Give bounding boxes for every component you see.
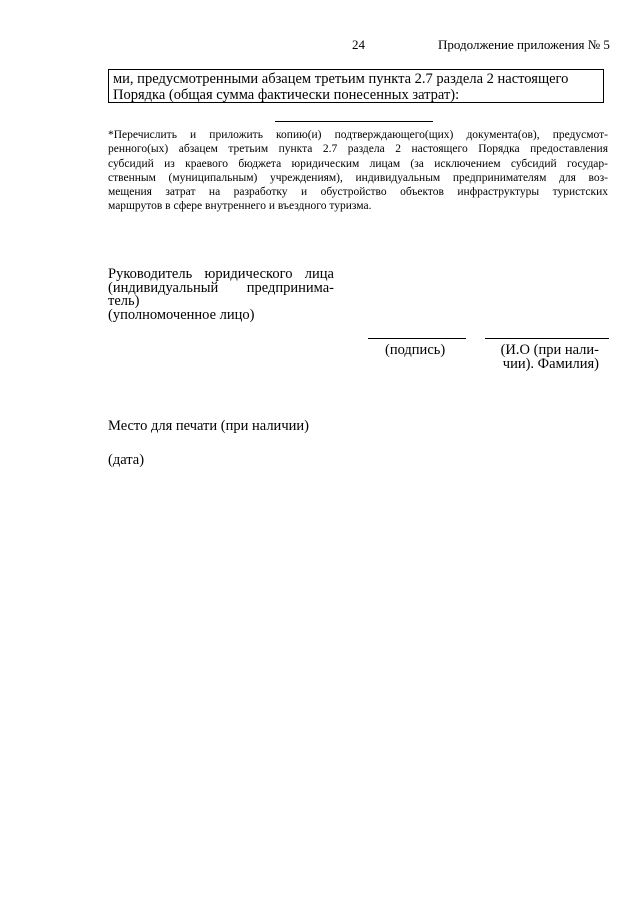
boxed-text-line: ми, предусмотренными абзацем третьим пункта 2.7 раздела 2 настоящего bbox=[113, 71, 569, 87]
footnote-line: субсидий из краевого бюджета юридическим лицам (за исключением субсидий государ- bbox=[108, 157, 608, 170]
appendix-title: Продолжение приложения № 5 bbox=[438, 37, 610, 52]
signer-line: (индивидуальный предпринима- bbox=[108, 279, 334, 296]
footnote-line: *Перечислить и приложить копию(и) подтверждающего(щих) документа(ов), предусмот- bbox=[108, 129, 608, 141]
boxed-text-block bbox=[108, 69, 604, 103]
signature-line bbox=[368, 338, 466, 339]
footnote-line: ренного(ых) абзацем третьим пункта 2.7 раздела 2 настоящего Порядка предоставления bbox=[108, 143, 608, 156]
signer-block bbox=[108, 268, 334, 322]
name-line bbox=[485, 338, 609, 339]
page-number: 24 bbox=[352, 37, 365, 52]
footnote-line: маршрутов в сфере внутреннего и въездного туризма. bbox=[108, 200, 372, 213]
signer-line: тель) bbox=[108, 293, 140, 309]
footnote-separator bbox=[275, 121, 433, 122]
footnote bbox=[108, 128, 608, 214]
footnote-line: мещения затрат на разработку и обустройство объектов инфраструктуры туристских bbox=[108, 186, 608, 199]
name-caption-line: чии). Фамилия) bbox=[502, 356, 599, 372]
signature-caption: (подпись) bbox=[385, 342, 446, 358]
name-caption-line: (И.О (при нали- bbox=[500, 342, 599, 358]
signer-line: (уполномоченное лицо) bbox=[108, 306, 255, 323]
stamp-place-label: Место для печати (при наличии) bbox=[108, 418, 309, 434]
date-label: (дата) bbox=[108, 452, 145, 468]
signer-line: Руководитель юридического лица bbox=[108, 266, 334, 282]
name-caption bbox=[495, 343, 599, 371]
footnote-line: ственным (муниципальным) учреждениям), индивидуальным предпринимателям для воз- bbox=[108, 171, 608, 184]
boxed-text-line: Порядка (общая сумма фактически понесенных затрат): bbox=[113, 87, 460, 103]
